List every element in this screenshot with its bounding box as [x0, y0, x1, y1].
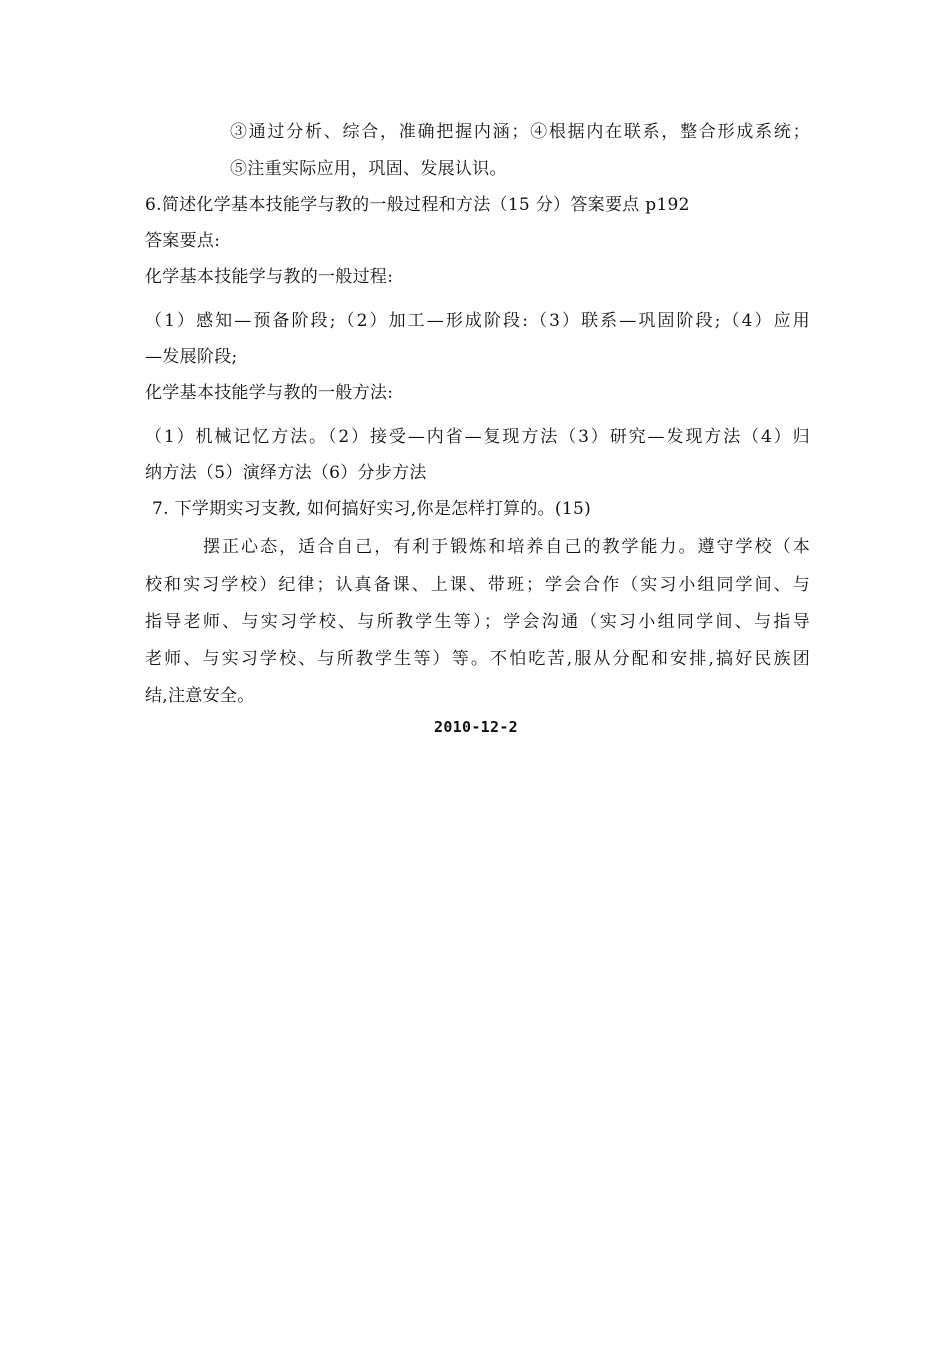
answer-heading: 答案要点: [145, 231, 221, 251]
answer-7-line-5: 结,注意安全。 [145, 686, 255, 706]
method-heading: 化学基本技能学与教的一般方法: [145, 383, 394, 403]
method-line-2: 纳方法（5）演绎方法（6）分步方法 [145, 463, 427, 483]
question-6: 6.简述化学基本技能学与教的一般过程和方法（15 分）答案要点 p192 [145, 195, 690, 215]
answer-7-line-4: 老师、与实习学校、与所教学生等）等。不怕吃苦,服从分配和安排,搞好民族团 [145, 649, 810, 669]
question-7: 7. 下学期实习支教, 如何搞好实习,你是怎样打算的。(15) [152, 499, 592, 519]
answer-7-line-1: 摆正心态，适合自己，有利于锻炼和培养自己的教学能力。遵守学校（本 [203, 537, 810, 557]
process-line-1: （1）感知—预备阶段;（2）加工—形成阶段:（3）联系—巩固阶段;（4）应用 [145, 311, 810, 331]
answer-7-line-2: 校和实习学校）纪律；认真备课、上课、带班；学会合作（实习小组同学间、与 [145, 575, 810, 595]
list-item-3-4: ③通过分析、综合，准确把握内涵；④根据内在联系，整合形成系统； [230, 122, 810, 142]
process-line-2: —发展阶段; [145, 347, 238, 367]
answer-7-line-3: 指导老师、与实习学校、与所教学生等）；学会沟通（实习小组同学间、与指导 [145, 612, 810, 632]
method-line-1: （1）机械记忆方法。（2）接受—内省—复现方法（3）研究—发现方法（4）归 [145, 427, 810, 447]
list-item-5: ⑤注重实际应用，巩固、发展认识。 [230, 159, 507, 179]
document-date: 2010-12-2 [434, 718, 518, 736]
process-heading: 化学基本技能学与教的一般过程: [145, 267, 394, 287]
